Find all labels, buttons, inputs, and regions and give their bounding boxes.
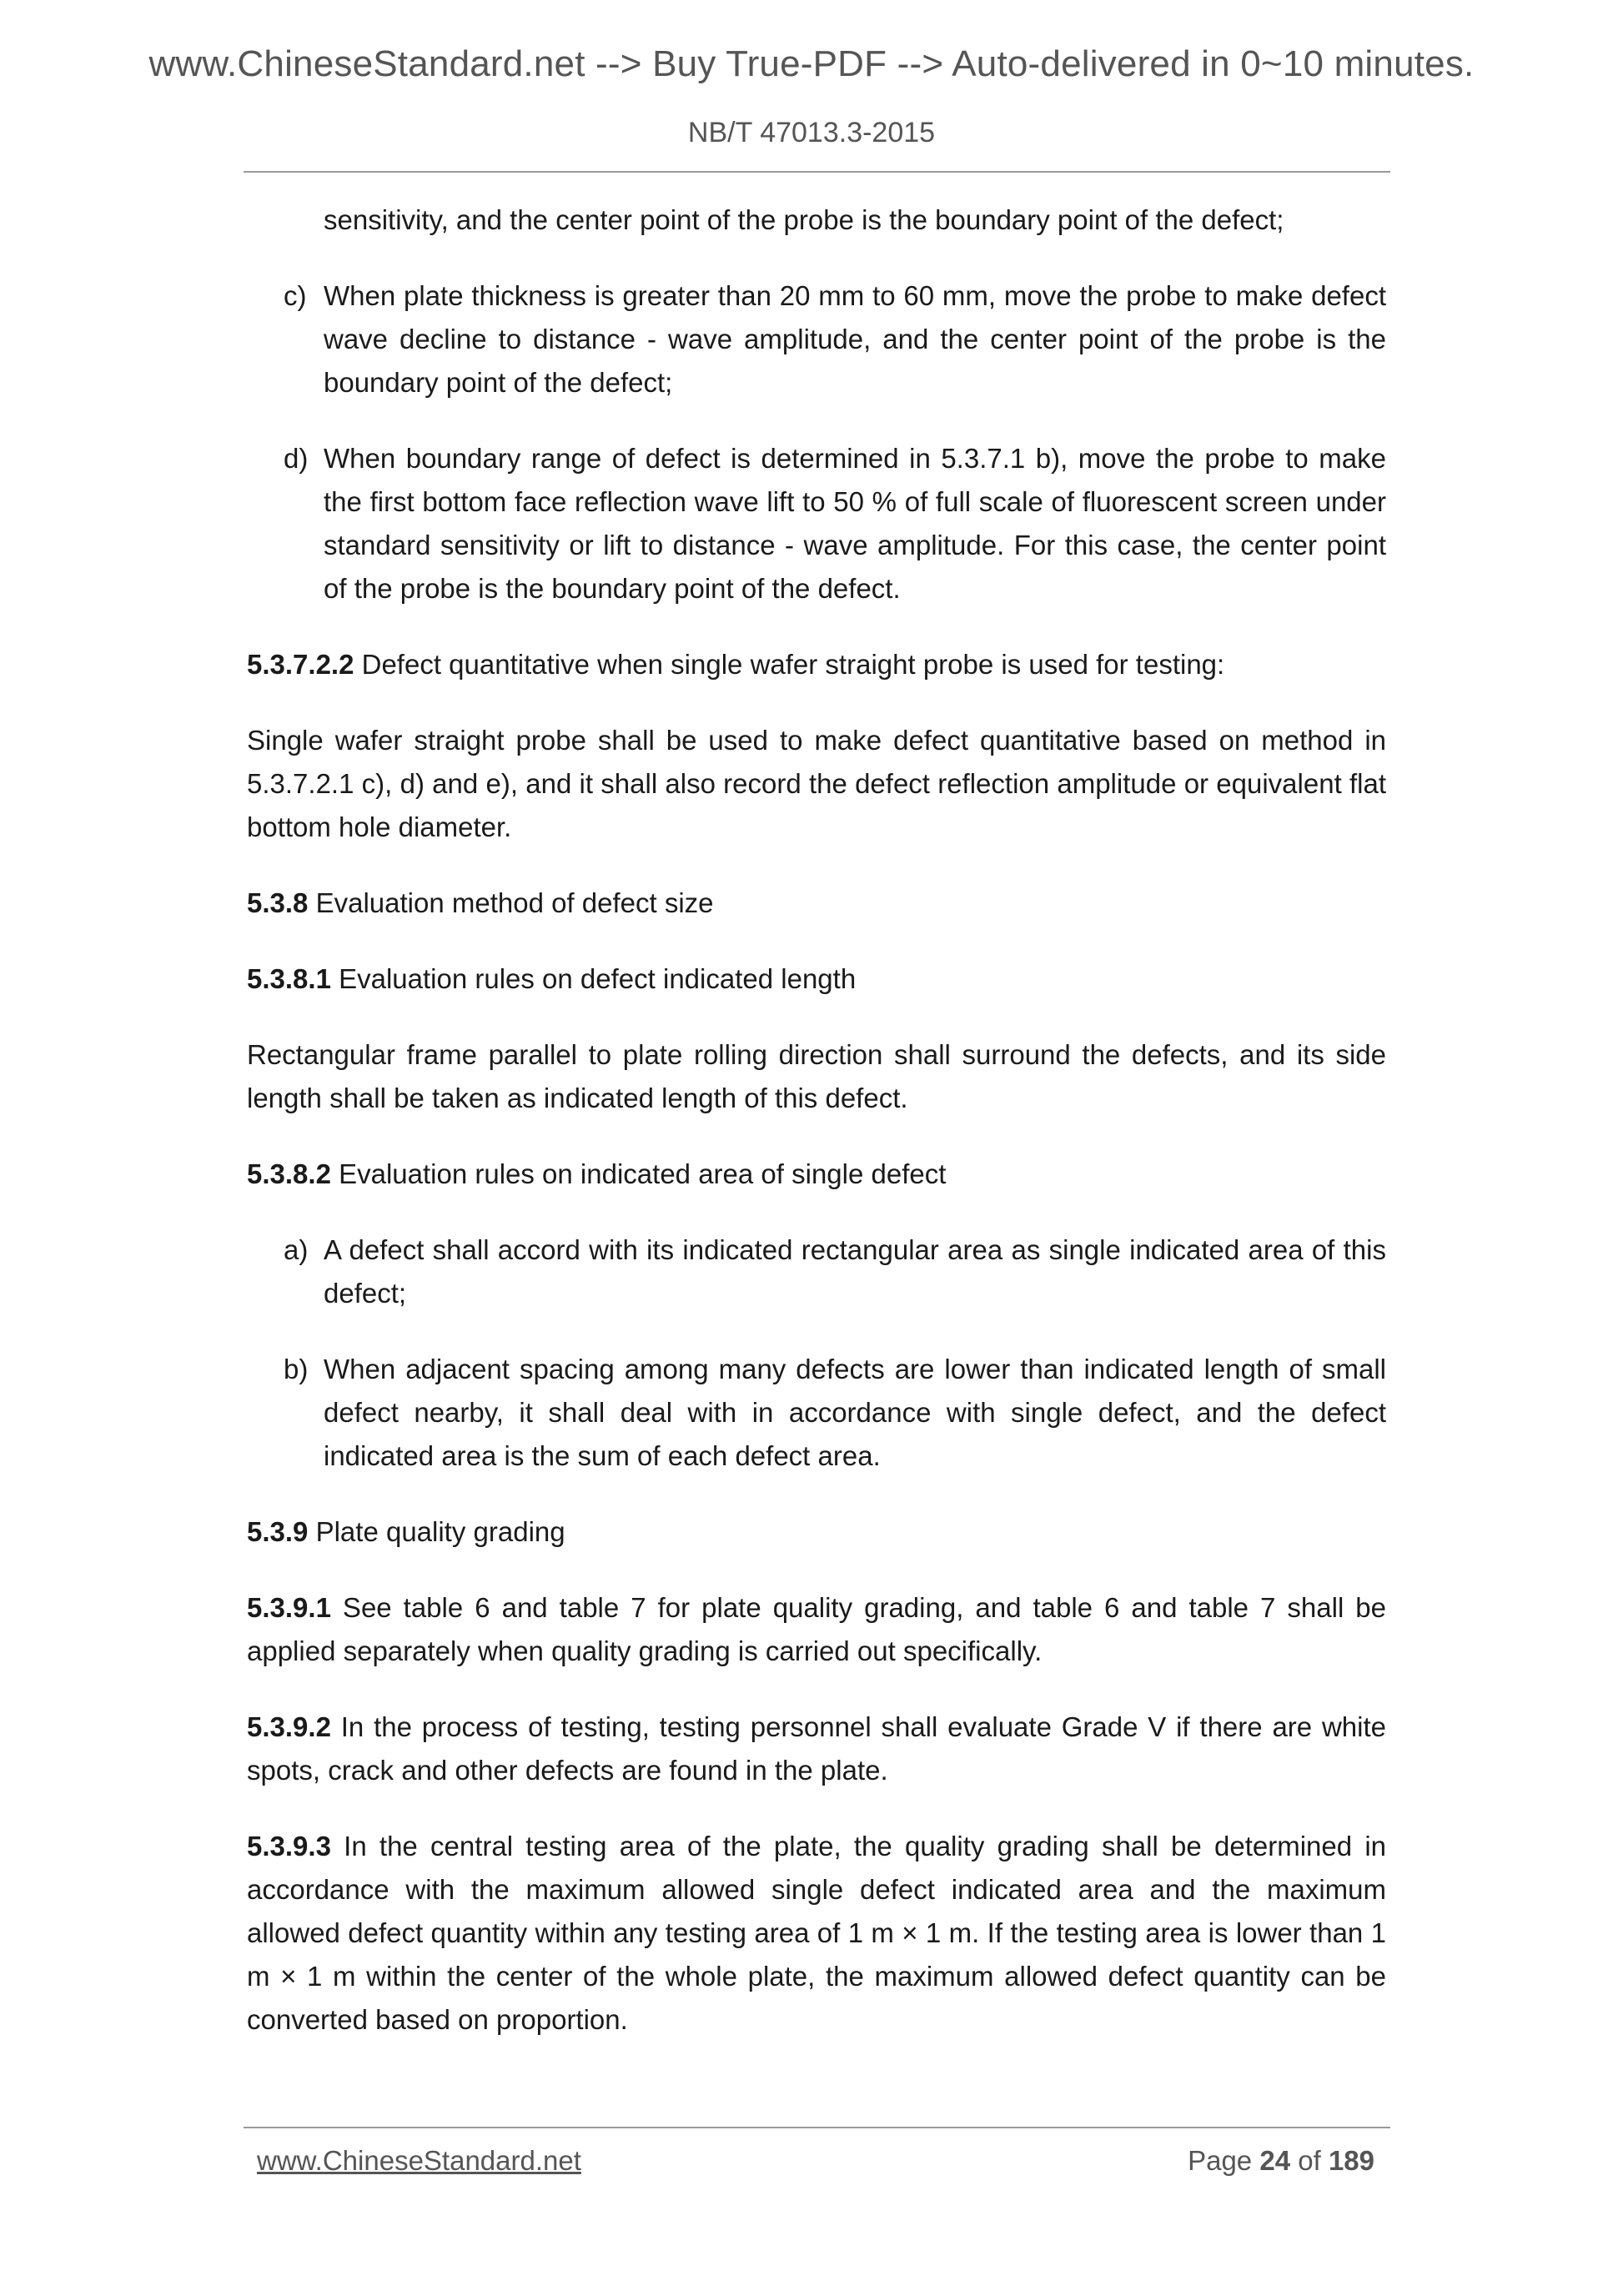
clause-number: 5.3.9.2 (247, 1711, 331, 1742)
clause-5-3-8-1 (247, 957, 1386, 1001)
list-marker: a) (284, 1234, 309, 1265)
clause-number: 5.3.9 (247, 1516, 309, 1547)
list-item-text: When adjacent spacing among many defects are lower than indicated length of small defect nearby, it shall deal with in accordance with single defect, and the defect indicated area is the sum of each defect area. (324, 1354, 1386, 1471)
page-current: 24 (1259, 2145, 1291, 2176)
list-item-a (247, 1228, 1386, 1315)
clause-5-3-7-2-2 (247, 643, 1386, 686)
paragraph-rect-frame: Rectangular frame parallel to plate rolling direction shall surround the defects, and its side length shall be taken as indicated length of this defect. (247, 1039, 1386, 1113)
clause-text: See table 6 and table 7 for plate quality grading, and table 6 and table 7 shall be applied separately when quality grading is carried out specifically. (247, 1592, 1386, 1666)
page-content (247, 198, 1386, 2074)
clause-5-3-8 (247, 882, 1386, 925)
continued-text: sensitivity, and the center point of the probe is the boundary point of the defect; (324, 204, 1284, 235)
footer-site-link[interactable]: www.ChineseStandard.net (257, 2145, 581, 2176)
clause-text: In the central testing area of the plate, the quality grading shall be determined in accordance with the maximum allowed single defect indicated area and the maximum allowed defect quantity within any testing area of 1 m × 1 m. If the testing area is lower than 1 m × 1 m within the center of the whole plate, the maximum allowed defect quantity can be converted based on proportion. (247, 1831, 1386, 2035)
clause-5-3-9 (247, 1510, 1386, 1554)
clause-5-3-9-3 (247, 1825, 1386, 2042)
clause-5-3-9-2 (247, 1706, 1386, 1792)
clause-text: Defect quantitative when single wafer straight probe is used for testing: (354, 649, 1225, 680)
clause-text: Evaluation rules on indicated area of single defect (330, 1158, 947, 1189)
list-item-b (247, 1348, 1386, 1478)
list-item-d (247, 437, 1386, 610)
paragraph-single-wafer: Single wafer straight probe shall be used to make defect quantitative based on method in 5.3.7.2.1 c), d) and e), and it shall also record the defect reflection amplitude or equivalent flat bottom hole diameter. (247, 725, 1386, 842)
list-item-text: When boundary range of defect is determined in 5.3.7.1 b), move the probe to make the first bottom face reflection wave lift to 50 % of full scale of fluorescent screen under standard sensitivity or lift to distance - wave amplitude. For this case, the center point of the probe is the boundary point of the defect. (324, 443, 1386, 604)
clause-text: Plate quality grading (308, 1516, 565, 1547)
clause-number: 5.3.8.2 (247, 1158, 331, 1189)
clause-number: 5.3.7.2.2 (247, 649, 354, 680)
standard-code: NB/T 47013.3-2015 (687, 117, 936, 148)
clause-text: In the process of testing, testing personnel shall evaluate Grade V if there are white spots, crack and other defects are found in the plate. (247, 1711, 1386, 1786)
clause-number: 5.3.8.1 (247, 963, 331, 994)
clause-5-3-8-2 (247, 1153, 1386, 1196)
page-word: Page (1188, 2145, 1253, 2176)
page-total: 189 (1328, 2145, 1374, 2176)
clause-number: 5.3.9.3 (247, 1831, 331, 1861)
clause-5-3-9-1 (247, 1586, 1386, 1673)
list-item-text: When plate thickness is greater than 20 mm to 60 mm, move the probe to make defect wave decline to distance - wave amplitude, and the center point of the probe is the boundary point of the defect; (324, 280, 1386, 398)
clause-number: 5.3.8 (247, 887, 309, 918)
clause-text: Evaluation rules on defect indicated length (330, 963, 857, 994)
clause-number: 5.3.9.1 (247, 1592, 331, 1623)
list-marker: d) (284, 443, 309, 474)
clause-text: Evaluation method of defect size (308, 887, 714, 918)
list-marker: c) (284, 280, 307, 311)
header-divider (244, 171, 1390, 173)
list-item-c (247, 274, 1386, 404)
footer-divider (244, 2127, 1390, 2128)
page-indicator (1188, 2145, 1374, 2177)
list-marker: b) (284, 1354, 309, 1384)
page-of: of (1298, 2145, 1321, 2176)
site-banner: www.ChineseStandard.net --> Buy True-PDF --> Auto-delivered in 0~10 minutes. (148, 43, 1475, 84)
list-item-text: A defect shall accord with its indicated rectangular area as single indicated area of this defect; (324, 1234, 1386, 1309)
